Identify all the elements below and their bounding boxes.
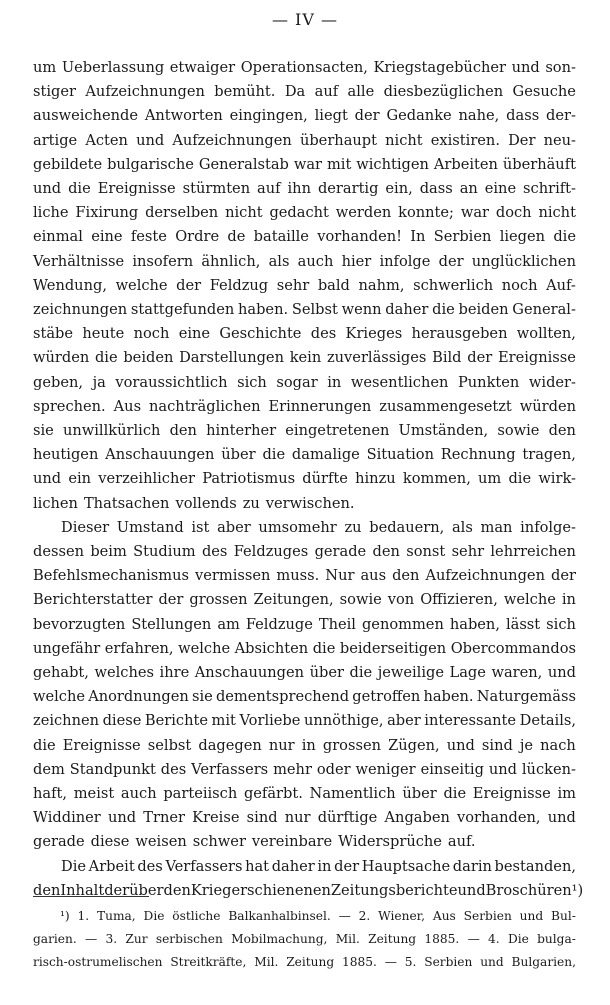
text-line: welche Anordnungen sie dementsprechend getroffen haben. Naturgemäss [33, 688, 576, 705]
text-line: Widdiner und Trner Kreise sind nur dürftige Angaben vorhanden, und [33, 809, 576, 826]
text-line: gerade diese weisen schwer vereinbare Widersprüche auf. [33, 833, 476, 850]
page-number: — IV — [271, 10, 339, 29]
text-line: sie unwillkürlich den hinterher eingetretenen Umständen, sowie den [33, 422, 576, 439]
text-line: geben, ja voraussichtlich sich sogar in wesentlichen Punkten wider- [33, 374, 576, 391]
text-line: Verhältnisse insofern ähnlich, als auch hier infolge der unglücklichen [33, 253, 576, 270]
text-line: ausweichende Antworten eingingen, liegt der Gedanke nahe, dass der- [33, 107, 576, 124]
text-line: heutigen Anschauungen über die damalige Situation Rechnung tragen, [33, 446, 576, 463]
text-line: würden die beiden Darstellungen kein zuverlässiges Bild der Ereignisse [33, 349, 576, 366]
text-line: und die Ereignisse stürmten auf ihn derartig ein, dass an eine schrift- [33, 180, 576, 197]
text-line: einmal eine feste Ordre de bataille vorhanden! In Serbien liegen die [33, 228, 576, 245]
text-line: dessen beim Studium des Feldzuges gerade den sonst sehr lehrreichen [33, 543, 576, 560]
text-line: gehabt, welches ihre Anschauungen über die jeweilige Lage waren, und [33, 664, 576, 681]
text-line: zeichnungen stattgefunden haben. Selbst wenn daher die beiden General- [33, 301, 576, 318]
text-line: die Ereignisse selbst dagegen nur in grossen Zügen, und sind je nach [33, 737, 576, 754]
text-line: zeichnen diese Berichte mit Vorliebe unnöthige, aber interessante Details, [33, 712, 576, 729]
text-line: liche Fixirung derselben nicht gedacht werden konnte; war doch nicht [33, 204, 576, 221]
text-line: Befehlsmechanismus vermissen muss. Nur aus den Aufzeichnungen der [33, 567, 576, 584]
text-line: artige Acten und Aufzeichnungen überhaupt nicht existiren. Der neu- [33, 132, 576, 149]
text-line: sprechen. Aus nachträglichen Erinnerungen zusammengesetzt würden [33, 398, 576, 415]
text-line: stiger Aufzeichnungen bemüht. Da auf alle diesbezüglichen Gesuche [33, 83, 576, 100]
text-line: bevorzugten Stellungen am Feldzuge Theil genommen haben, lässt sich [33, 616, 576, 633]
text-line: um Ueberlassung etwaiger Operationsacten, Kriegstagebücher und son- [33, 59, 576, 76]
text-line: den Inhalt der über den Krieg erschienenen Zeitungsberichte und Broschüren¹) [33, 882, 584, 899]
footnote-line: ¹) 1. Tuma, Die östliche Balkanhalbinsel. — 2. Wiener, Aus Serbien und Bul- [60, 909, 576, 923]
text-line: und ein verzeihlicher Patriotismus dürfte hinzu kommen, um die wirk- [33, 470, 576, 487]
text-line: lichen Thatsachen vollends zu verwischen. [33, 495, 355, 512]
footnote-line: risch-ostrumelischen Streitkräfte, Mil. Zeitung 1885. — 5. Serbien und Bulgarien, [33, 955, 576, 969]
text-line: ungefähr erfahren, welche Absichten die beiderseitigen Obercommandos [33, 640, 576, 657]
text-line: dem Standpunkt des Verfassers mehr oder weniger einseitig und lücken- [33, 761, 576, 778]
text-line: haft, meist auch parteiisch gefärbt. Namentlich über die Ereignisse im [33, 785, 576, 802]
text-line: stäbe heute noch eine Geschichte des Krieges herausgeben wollten, [33, 325, 576, 342]
footnote-line: garien. — 3. Zur serbischen Mobilmachung, Mil. Zeitung 1885. — 4. Die bulga- [33, 932, 576, 946]
text-line: Die Arbeit des Verfassers hat daher in der Hauptsache darin bestanden, [61, 858, 576, 875]
text-line: gebildete bulgarische Generalstab war mit wichtigen Arbeiten überhäuft [33, 156, 576, 173]
footnote-divider [33, 896, 149, 897]
text-line: Berichterstatter der grossen Zeitungen, sowie von Offizieren, welche in [33, 591, 576, 608]
text-line: Wendung, welche der Feldzug sehr bald nahm, schwerlich noch Auf- [33, 277, 576, 294]
text-line: Dieser Umstand ist aber umsomehr zu bedauern, als man infolge- [61, 519, 576, 536]
